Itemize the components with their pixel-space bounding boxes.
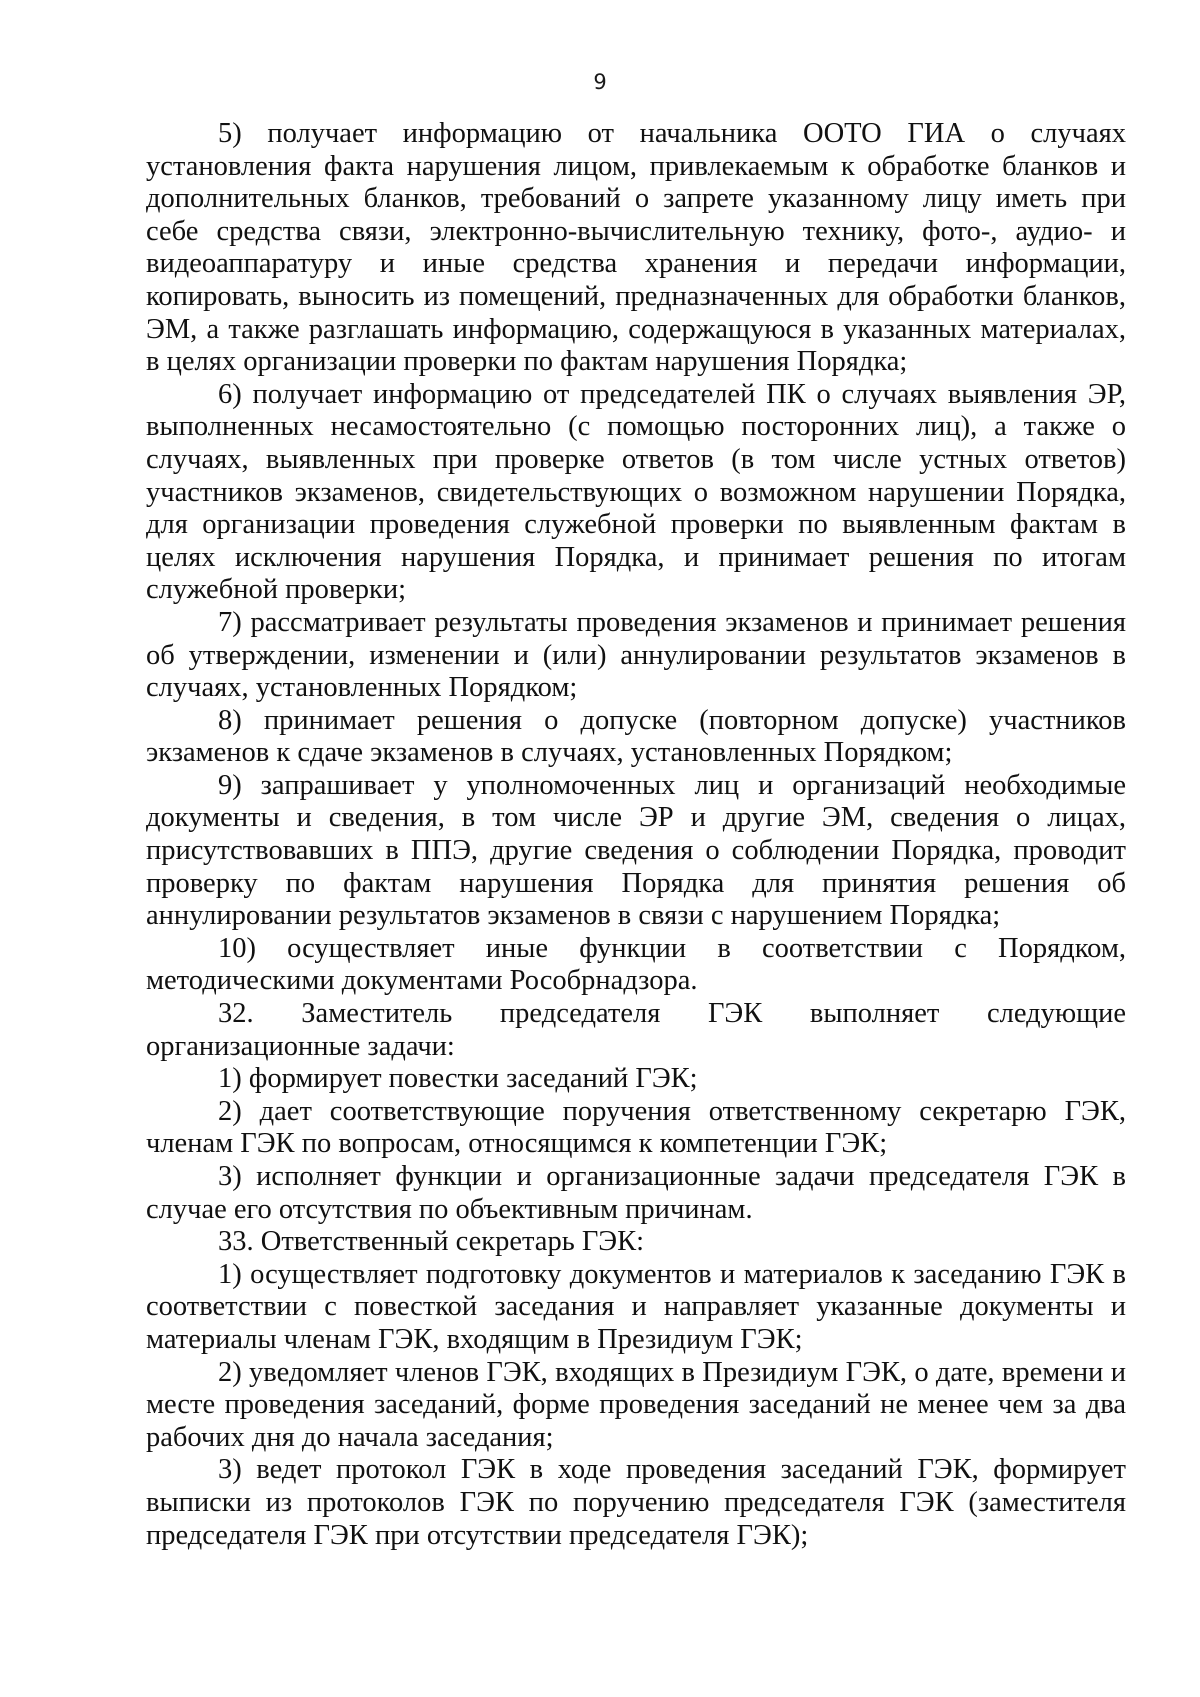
section-32-item-2: 2) дает соответствующие поручения ответственному секретарю ГЭК, членам ГЭК по вопросам, относящимся к компетенции ГЭК; (146, 1095, 1126, 1160)
paragraph-item-6: 6) получает информацию от председателей ПК о случаях выявления ЭР, выполненных несамостоятельно (с помощью посторонних лиц), а также о случаях, выявленных при проверке ответов (в том числе устных ответов) участников экзаменов, свидетельствующих о возможном нарушении Порядка, для организации проведения служебной проверки по выявленным фактам в целях исключения нарушения Порядка, и принимает решения по итогам служебной проверки; (146, 378, 1126, 606)
paragraph-item-8: 8) принимает решения о допуске (повторном допуске) участников экзаменов к сдаче экзаменов в случаях, установленных Порядком; (146, 704, 1126, 769)
page-number: 9 (593, 70, 607, 94)
section-33-item-3: 3) ведет протокол ГЭК в ходе проведения заседаний ГЭК, формирует выписки из протоколов ГЭК по поручению председателя ГЭК (заместителя председателя ГЭК при отсутствии председателя ГЭК); (146, 1454, 1126, 1551)
document-body (146, 118, 1126, 1552)
section-33-item-1: 1) осуществляет подготовку документов и материалов к заседанию ГЭК в соответствии с повесткой заседания и направляет указанные документы и материалы членам ГЭК, входящим в Президиум ГЭК; (146, 1258, 1126, 1355)
paragraph-item-7: 7) рассматривает результаты проведения экзаменов и принимает решения об утверждении, изменении и (или) аннулировании результатов экзаменов в случаях, установленных Порядком; (146, 606, 1126, 704)
section-33-item-2: 2) уведомляет членов ГЭК, входящих в Президиум ГЭК, о дате, времени и месте проведения заседаний, форме проведения заседаний не менее чем за два рабочих дня до начала заседания; (146, 1356, 1126, 1453)
paragraph-item-9: 9) запрашивает у уполномоченных лиц и организаций необходимые документы и сведения, в том числе ЭР и другие ЭМ, сведения о лицах, присутствовавших в ППЭ, другие сведения о соблюдении Порядка, проводит проверку по фактам нарушения Порядка для принятия решения об аннулировании результатов экзаменов в связи с нарушением Порядка; (146, 769, 1126, 932)
section-33-heading: 33. Ответственный секретарь ГЭК: (218, 1226, 645, 1258)
section-32-heading: 32. Заместитель председателя ГЭК выполняет следующие организационные задачи: (146, 998, 1126, 1062)
paragraph-item-10: 10) осуществляет иные функции в соответствии с Порядком, методическими документами Рособрнадзора. (146, 932, 1126, 997)
section-32-item-3: 3) исполняет функции и организационные задачи председателя ГЭК в случае его отсутствия по объективным причинам. (146, 1161, 1126, 1225)
section-32-item-1: 1) формирует повестки заседаний ГЭК; (218, 1063, 698, 1095)
paragraph-item-5: 5) получает информацию от начальника ООТО ГИА о случаях установления факта нарушения лицом, привлекаемым к обработке бланков и дополнительных бланков, требований о запрете указанному лицу иметь при себе средства связи, электронно-вычислительную технику, фото-, аудио- и видеоаппаратуру и иные средства хранения и передачи информации, копировать, выносить из помещений, предназначенных для обработки бланков, ЭМ, а также разглашать информацию, содержащуюся в указанных материалах, в целях организации проверки по фактам нарушения Порядка; (146, 118, 1126, 378)
